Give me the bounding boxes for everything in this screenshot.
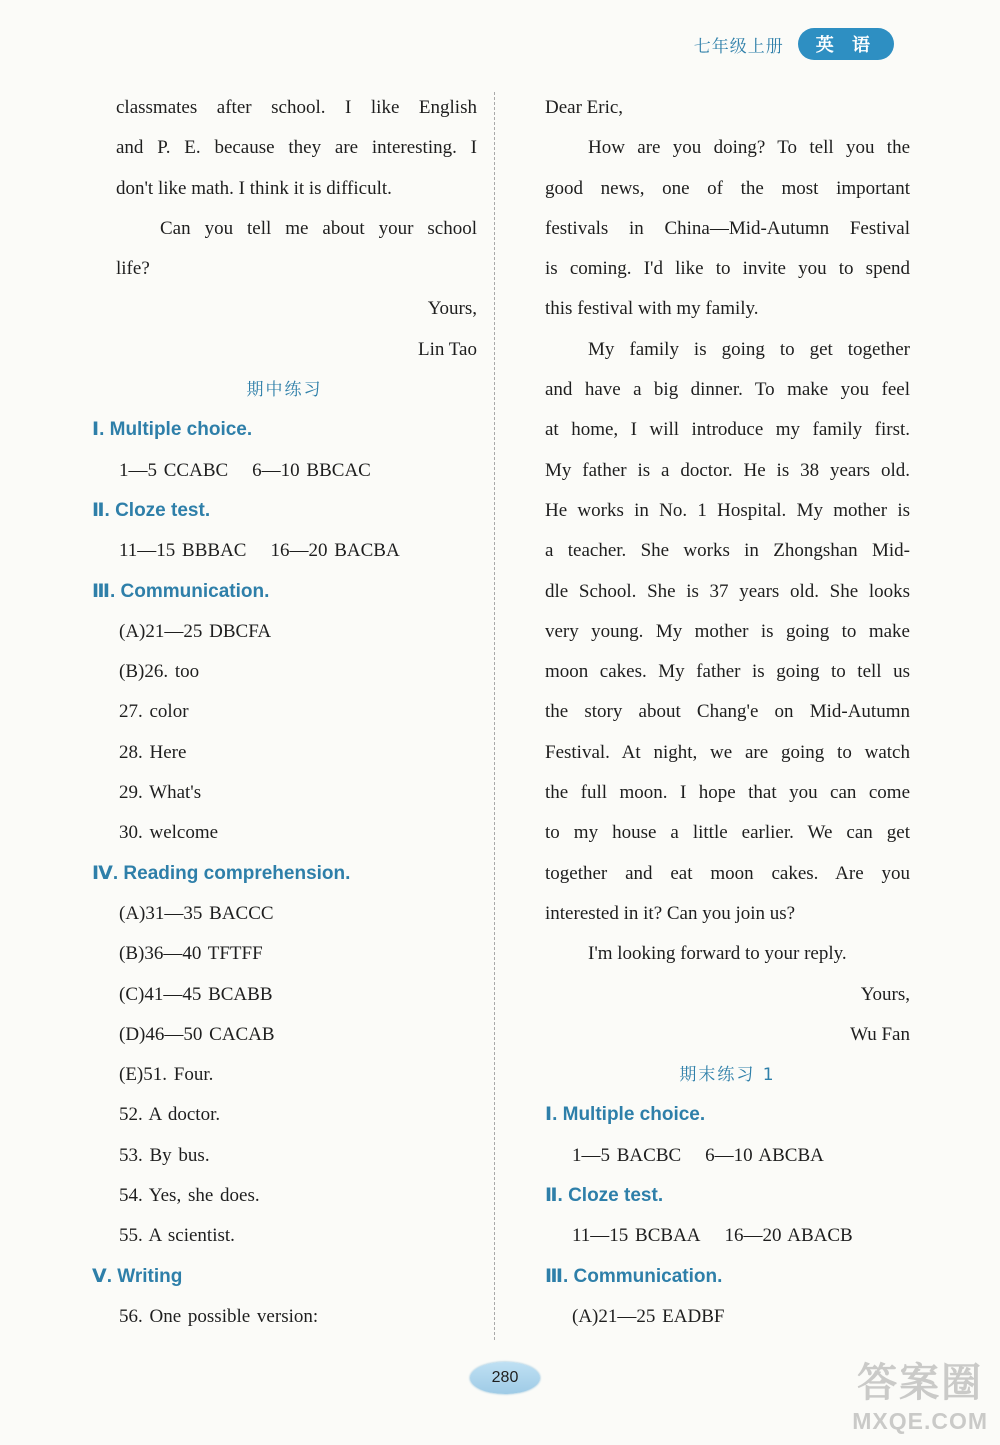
letter-line: the full moon. I hope that you can come	[545, 782, 910, 804]
letter-line: to my house a little earlier. We can get	[545, 822, 910, 844]
letter-line: life?	[116, 258, 150, 280]
answer-line: 53. By bus.	[119, 1144, 210, 1166]
watermark	[852, 1351, 988, 1435]
right-column	[545, 88, 910, 1337]
letter-line: festivals in China—Mid-Autumn Festival	[545, 217, 910, 239]
answer-line: 1—5 BACBC 6—10 ABCBA	[572, 1144, 824, 1166]
watermark-logo: 答案圈	[857, 1360, 984, 1406]
letter-line: I'm looking forward to your reply.	[588, 943, 847, 965]
answer-line: (B)36—40 TFTFF	[119, 943, 263, 965]
answer-line: 11—15 BCBAA 16—20 ABACB	[572, 1225, 853, 1247]
letter-line: don't like math. I think it is difficult.	[116, 177, 392, 199]
answer-line: (A)21—25 EADBF	[572, 1305, 725, 1327]
letter-line: a teacher. She works in Zhongshan Mid-	[545, 540, 910, 562]
question-heading: Ⅲ. Communication.	[92, 580, 270, 602]
letter-line: moon cakes. My father is going to tell us	[545, 661, 910, 683]
letter-closing: Yours,	[427, 298, 477, 320]
watermark-url: MXQE.COM	[852, 1408, 988, 1434]
question-heading: Ⅰ. Multiple choice.	[92, 419, 253, 441]
page-header	[694, 28, 894, 60]
letter-line: together and eat moon cakes. Are you	[545, 862, 910, 884]
question-heading: Ⅰ. Multiple choice.	[545, 1104, 706, 1126]
question-heading: Ⅳ. Reading comprehension.	[92, 862, 351, 884]
letter-line: is coming. I'd like to invite you to spend	[545, 258, 910, 280]
column-divider	[494, 92, 495, 1340]
letter-line: My father is a doctor. He is 38 years old.	[545, 459, 910, 481]
answer-line: 27. color	[119, 701, 189, 723]
question-heading: Ⅴ. Writing	[92, 1265, 183, 1287]
answer-line: (E)51. Four.	[119, 1064, 214, 1086]
letter-signature: Lin Tao	[417, 338, 477, 360]
letter-line: He works in No. 1 Hospital. My mother is	[545, 499, 910, 521]
letter-closing: Yours,	[860, 983, 910, 1005]
grade-label: 七年级上册	[693, 36, 784, 57]
answer-line: 11—15 BBBAC 16—20 BACBA	[119, 540, 400, 562]
letter-line: Festival. At night, we are going to watch	[545, 741, 910, 763]
letter-line: My family is going to get together	[588, 338, 910, 360]
answer-line: 55. A scientist.	[119, 1225, 235, 1247]
letter-line: and P. E. because they are interesting. I	[116, 137, 477, 159]
question-heading: Ⅲ. Communication.	[545, 1265, 723, 1287]
answer-line: (B)26. too	[119, 661, 200, 683]
letter-line: this festival with my family.	[545, 298, 759, 320]
question-heading: Ⅱ. Cloze test.	[545, 1185, 664, 1207]
letter-line: good news, one of the most important	[545, 177, 910, 199]
answer-line: 30. welcome	[119, 822, 219, 844]
answer-line: (C)41—45 BCABB	[119, 983, 273, 1005]
letter-line: dle School. She is 37 years old. She looks	[545, 580, 910, 602]
question-heading: Ⅱ. Cloze test.	[92, 499, 211, 521]
left-column	[92, 88, 477, 1337]
answer-line: 52. A doctor.	[119, 1104, 221, 1126]
letter-line: the story about Chang'e on Mid-Autumn	[545, 701, 910, 723]
subject-badge: 英 语	[798, 28, 894, 60]
answer-line: (A)21—25 DBCFA	[119, 620, 272, 642]
letter-line: and have a big dinner. To make you feel	[545, 379, 910, 401]
answer-line: (A)31—35 BACCC	[119, 902, 274, 924]
letter-line: classmates after school. I like English	[116, 97, 477, 118]
answer-line: 28. Here	[119, 741, 187, 763]
letter-line: at home, I will introduce my family first.	[545, 419, 910, 441]
letter-line: How are you doing? To tell you the	[588, 137, 910, 159]
letter-greeting: Dear Eric,	[545, 97, 624, 118]
letter-line: Can you tell me about your school	[160, 217, 477, 239]
answer-line: 54. Yes, she does.	[119, 1185, 260, 1207]
page-number: 280	[470, 1362, 540, 1394]
section-title: 期中练习	[246, 380, 323, 401]
letter-line: very young. My mother is going to make	[545, 620, 910, 642]
answer-line: 1—5 CCABC 6—10 BBCAC	[119, 459, 371, 481]
letter-line: interested in it? Can you join us?	[545, 902, 796, 924]
answer-line: 29. What's	[119, 782, 202, 804]
answer-line: 56. One possible version:	[119, 1305, 319, 1327]
letter-signature: Wu Fan	[850, 1023, 910, 1045]
answer-line: (D)46—50 CACAB	[119, 1023, 275, 1045]
section-title: 期末练习 1	[679, 1065, 776, 1086]
